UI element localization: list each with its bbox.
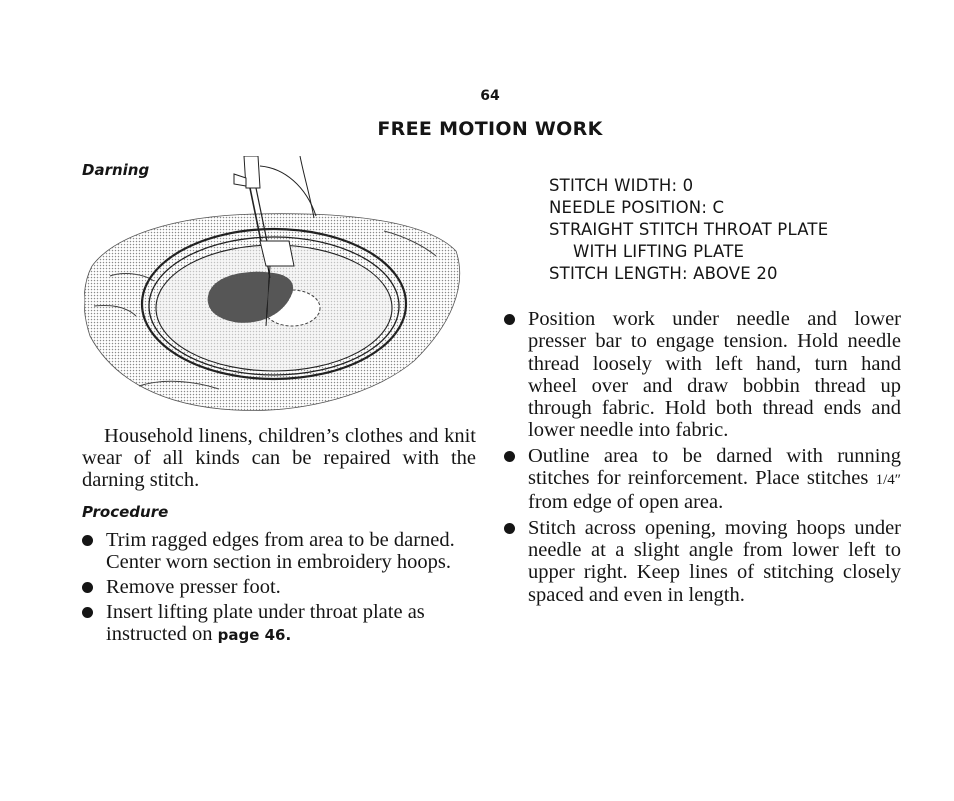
list-item	[504, 445, 901, 514]
list-item	[82, 576, 477, 598]
step-text: Stitch across opening, moving hoops under needle at a slight angle from lower left to upper right. Keep lines of stitching closely spaced and even in length.	[528, 516, 901, 606]
step-text: from edge of open area.	[528, 491, 724, 514]
list-item	[82, 601, 477, 647]
throat-plate-setting-continued: WITH LIFTING PLATE	[573, 242, 745, 261]
step-text: Position work under needle and lower presser bar to engage tension. Hold needle thread loosely with left hand, turn hand wheel over and draw bobbin thread up through fabric. Hold both thread ends and lower needle into fabric.	[528, 308, 901, 442]
intro-paragraph	[82, 425, 476, 491]
procedure-steps-right	[504, 308, 901, 609]
bullet-icon	[504, 451, 515, 462]
list-item	[82, 529, 477, 574]
procedure-steps-left	[82, 529, 477, 649]
step-text: Remove presser foot.	[106, 575, 281, 598]
bullet-icon	[504, 314, 515, 325]
stitch-length-setting: STITCH LENGTH: ABOVE 20	[549, 264, 778, 283]
machine-settings	[549, 175, 828, 285]
step-text: Insert lifting plate under throat plate as instructed on	[106, 600, 425, 646]
page-number: 64	[480, 88, 500, 104]
step-text: Trim ragged edges from area to be darned. Center worn section in embroidery hoops.	[106, 529, 455, 574]
stitch-width-setting: STITCH WIDTH: 0	[549, 176, 694, 195]
procedure-heading: Procedure	[82, 503, 169, 521]
throat-plate-setting: STRAIGHT STITCH THROAT PLATE	[549, 220, 829, 239]
bullet-icon	[504, 523, 515, 534]
list-item	[504, 308, 901, 442]
darning-illustration-icon	[84, 156, 466, 414]
page-reference: page 46.	[217, 626, 292, 645]
bullet-icon	[82, 535, 93, 546]
step-text: Outline area to be darned with running stitches for reinforcement. Place stitches	[528, 444, 901, 490]
list-item	[504, 517, 901, 606]
figure-label-darning: Darning	[82, 161, 150, 179]
bullet-icon	[82, 582, 93, 593]
bullet-icon	[82, 607, 93, 618]
fraction-quarter-inch: 1/4″	[875, 472, 901, 489]
page-title: FREE MOTION WORK	[377, 118, 603, 140]
needle-position-setting: NEEDLE POSITION: C	[549, 198, 725, 217]
intro-text: Household linens, children’s clothes and knit wear of all kinds can be repaired with the darning stitch.	[82, 425, 476, 491]
